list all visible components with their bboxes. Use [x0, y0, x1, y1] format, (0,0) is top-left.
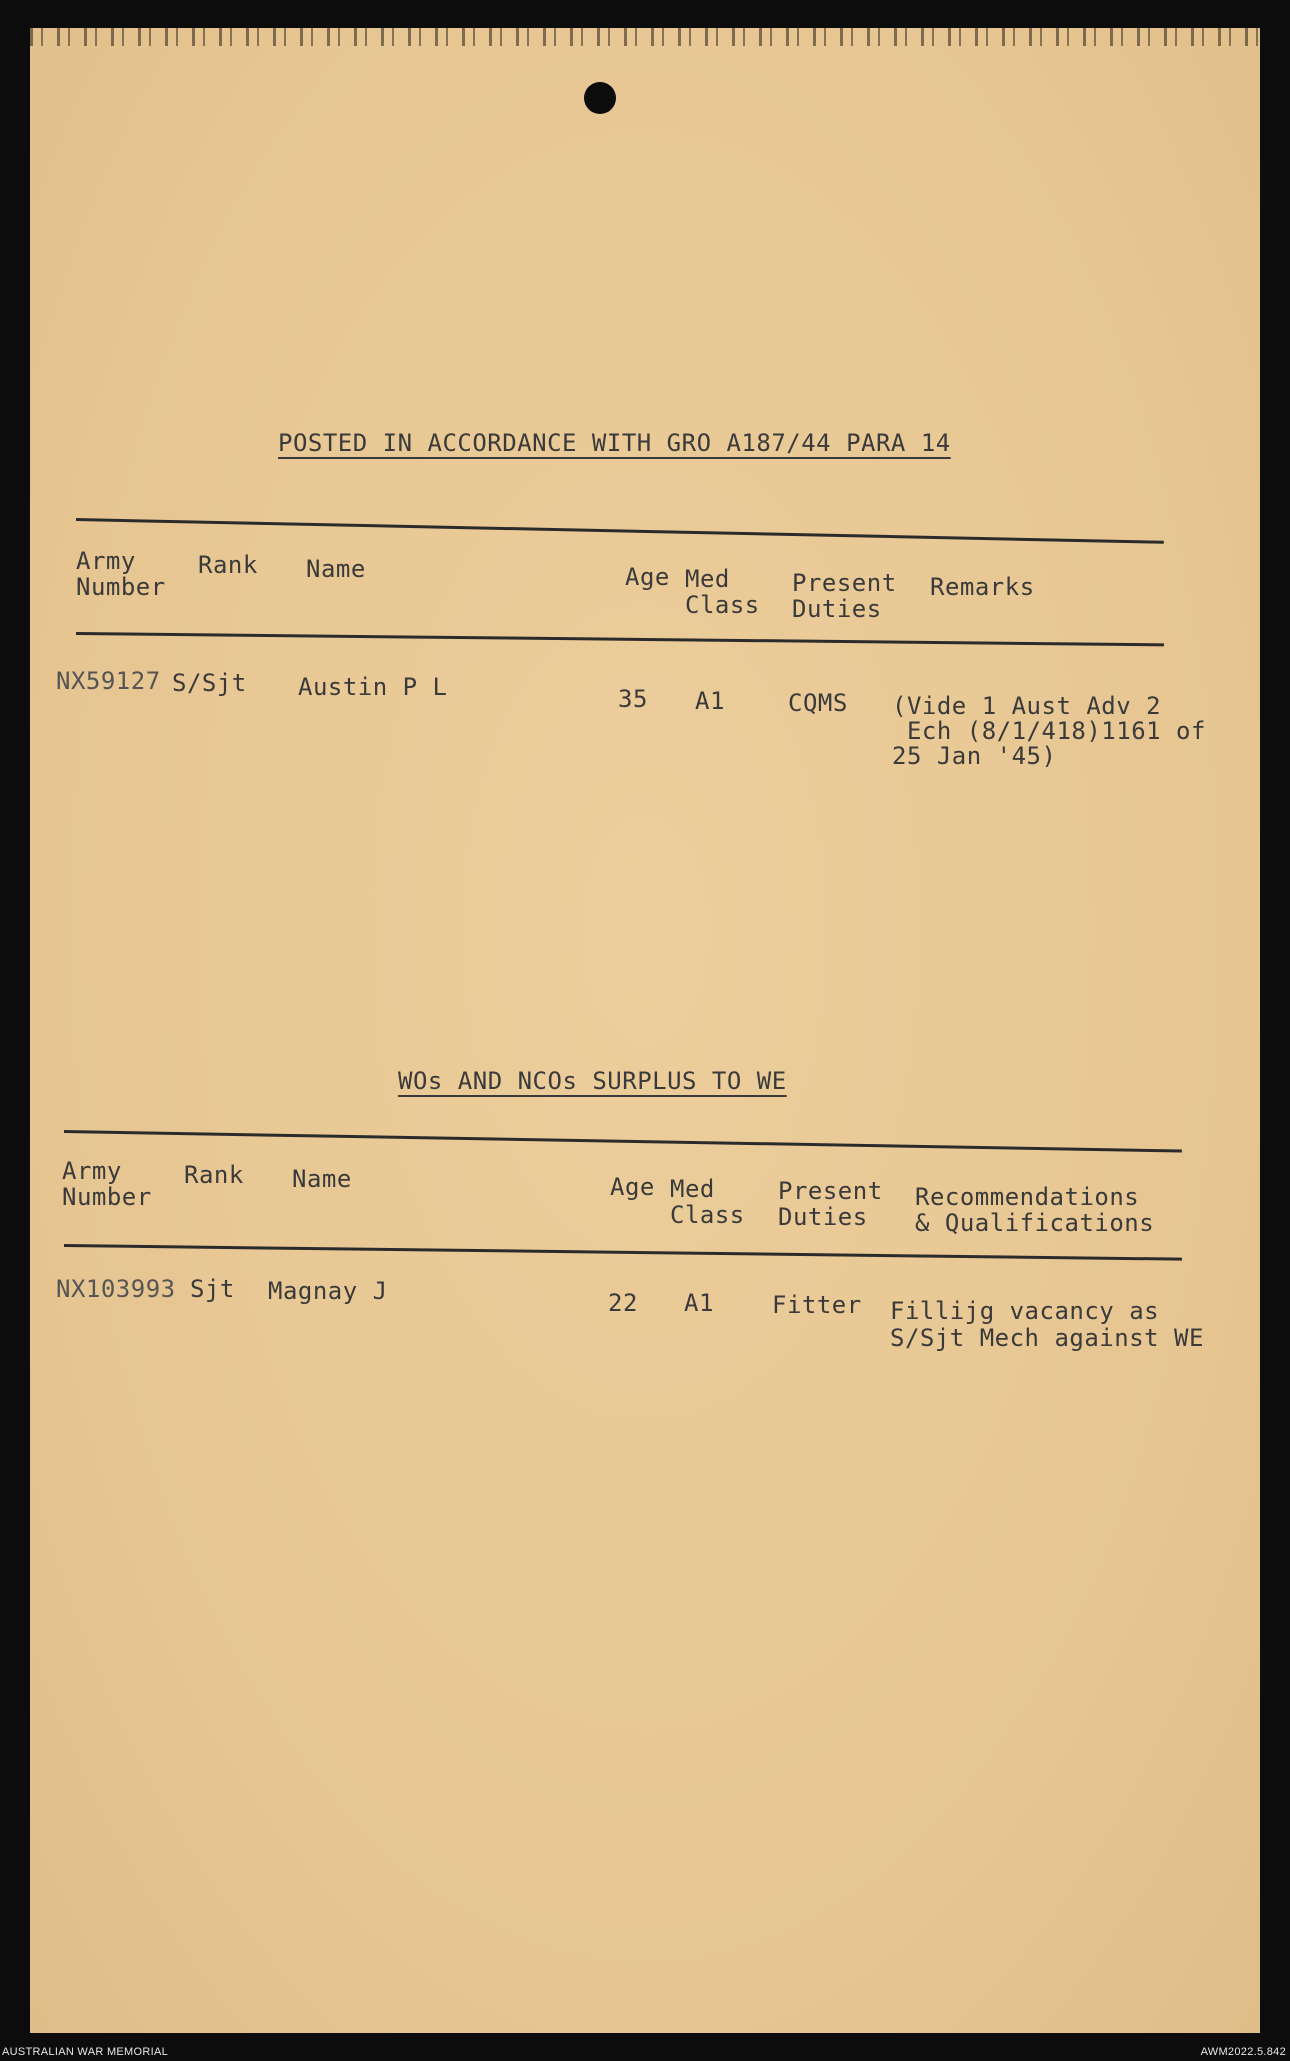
section2-header-top-rule	[64, 1130, 1182, 1153]
torn-top-edge	[30, 28, 1260, 46]
section1-col-remarks: Remarks	[930, 573, 1035, 601]
section1-col-age: Age	[625, 563, 670, 591]
punch-hole	[584, 82, 616, 114]
section1-heading: POSTED IN ACCORDANCE WITH GRO A187/44 PARA 14	[278, 429, 951, 457]
section2-row-present-duties: Fitter	[772, 1291, 862, 1319]
section2-header-bottom-rule	[64, 1244, 1182, 1261]
section2-col-present-duties: Present Duties	[778, 1177, 883, 1231]
section1-header-top-rule	[76, 518, 1164, 544]
section1-row-name: Austin P L	[298, 673, 448, 701]
section2-row-name: Magnay J	[268, 1277, 388, 1305]
section2-row-rank: Sjt	[190, 1275, 235, 1303]
section2-row-age: 22	[608, 1289, 638, 1317]
section1-row-med-class: A1	[695, 687, 725, 715]
section1-col-rank: Rank	[198, 551, 258, 579]
section1-row-age: 35	[618, 685, 648, 713]
section2-col-rank: Rank	[184, 1161, 244, 1189]
section1-col-name: Name	[306, 555, 366, 583]
section2-col-med-class: Med Class	[670, 1175, 745, 1229]
footer-left-credit: AUSTRALIAN WAR MEMORIAL	[2, 2046, 169, 2058]
section2-row-med-class: A1	[684, 1289, 714, 1317]
section2-row-recommendations: Fillijg vacancy as S/Sjt Mech against WE	[890, 1297, 1204, 1352]
section1-row-army-number: NX59127	[56, 667, 161, 695]
section2-col-recommendations: Recommendations & Qualifications	[915, 1183, 1155, 1237]
section2-row-army-number: NX103993	[56, 1275, 176, 1303]
section2-col-name: Name	[292, 1165, 352, 1193]
section2-heading: WOs AND NCOs SURPLUS TO WE	[398, 1067, 787, 1095]
section2-col-army-number: Army Number	[62, 1157, 152, 1211]
section2-col-age: Age	[610, 1173, 655, 1201]
document-page	[30, 28, 1260, 2033]
section1-col-army-number: Army Number	[76, 547, 166, 601]
section1-header-bottom-rule	[76, 632, 1164, 646]
section1-row-remarks: (Vide 1 Aust Adv 2 Ech (8/1/418)1161 of 25 Jan '45)	[892, 692, 1206, 770]
section1-col-present-duties: Present Duties	[792, 569, 897, 623]
section1-col-med-class: Med Class	[685, 565, 760, 619]
section1-row-rank: S/Sjt	[172, 669, 247, 697]
footer-right-reference: AWM2022.5.842	[1200, 2046, 1286, 2058]
section1-row-present-duties: CQMS	[788, 689, 848, 717]
